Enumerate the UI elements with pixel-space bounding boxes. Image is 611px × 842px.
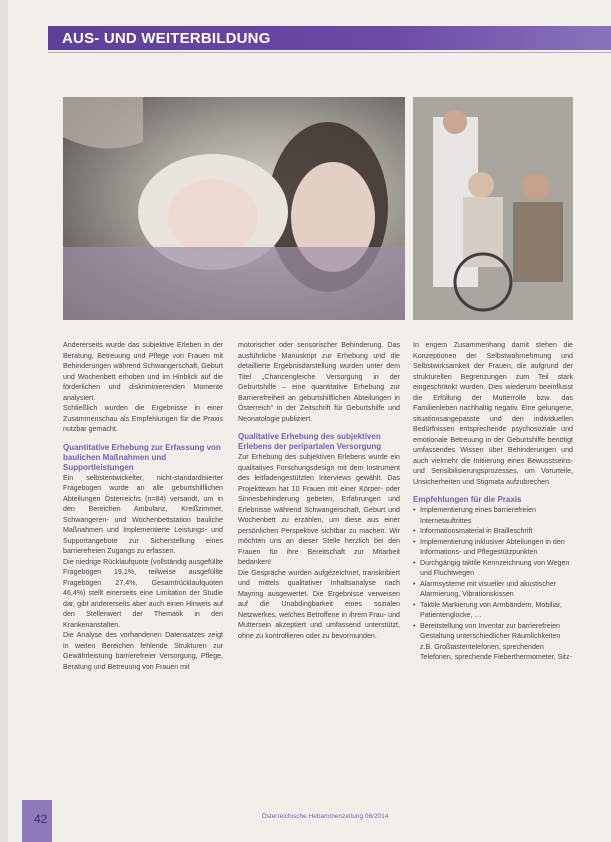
list-item: • Durchgängig taktile Kennzeichnung von Wegen und Fluchtwegen xyxy=(413,558,573,579)
paragraph: Zur Erhebung des subjektiven Erlebens wurde ein qualitatives Forschungsdesign mit dem Instrument des leitfadengestützten Interviews gewählt. Das Projektteam hat 10 Frauen mit einer Körper- oder Sinnesbehinderung gebeten, Erfahrungen und Erlebnisse während Schwangerschaft, Geburt und Wochenbett zu erzählen, um diese aus einer persönlichen Perspektive sichtbar zu machen. Wir möchten uns an dieser Stelle herzlich bei den Frauen für ihre Bereitschaft zur Mitarbeit bedanken! xyxy=(238,453,400,566)
page-spine xyxy=(0,0,8,842)
paragraph: Ein selbstentwickelter, nicht-standardisierter Fragebogen wurde an alle geburtshilflichen Abteilungen Österreichs (n=84) versandt, um in den Bereichen Ambulanz, Kreißzimmer, Schwangeren- und Wochenbettstation bauliche Maßnahmen und Implementierte Leistungs- und Supportangebote zur Sicherstellung eines barrierefreien Zugangs zu erfassen. xyxy=(63,473,223,555)
header-divider xyxy=(48,52,611,53)
paragraph: motorischer oder sensorischer Behinderung. Das ausführliche Manuskript zur Erhebung und die detaillierte Ergebnisdarstellung wurden unter dem Titel „Chancengleiche Versorgung in der Geburtshilfe – eine quantitative Erhebung zur Barrierefreiheit an geburtshilflichen Abteilungen in Österreich“ in der Zeitschrift für Geburtshilfe und Neonatologie publiziert. xyxy=(238,341,400,423)
subheading: Empfehlungen für die Praxis xyxy=(413,495,522,504)
paragraph: Die niedrige Rücklaufquote (vollständig ausgefüllte Fragebögen 19,1%, teilweise ausgefüllte Fragebögen 27,4%, Gesamtrücklaufquoten 46,4%) stellt einerseits eine Limitation der Studie dar, gibt andererseits aber auch einen Hinweis auf den Stellenwert der Thematik in den Krankenanstalten. xyxy=(63,557,223,629)
paragraph: Die Gespräche wurden aufgezeichnet, transkribiert und mittels qualitativer Inhaltsanalyse nach Mayring ausgewertet. Die Ergebnisse verweisen auf die Unabdingbarkeit eines sozialen Netzwerkes, welches Betroffene in ihrem Frau- und Muttersein akzeptiert und umfassend unterstützt, ohne zu kontrollieren oder zu bevormunden. xyxy=(238,568,400,640)
journal-footer: Österreichische Hebammenzeitung 06/2014 xyxy=(261,813,389,820)
paragraph: Andererseits wurde das subjektive Erleben in der Beratung, Betreuung und Pflege von Frauen mit Behinderungen während Schwangerschaft, Geburt und Wochenbett erhoben und im Hinblick auf die förderlichen und diskriminierenden Momente analysiert. xyxy=(63,341,223,402)
list-item: • Informationsmaterial in Brailleschrift xyxy=(413,526,573,537)
paragraph: Schließlich wurden die Ergebnisse in einer Zusammenschau als Empfehlungen für die Praxis nutzbar gemacht. xyxy=(63,404,223,433)
recommendation-list xyxy=(413,505,573,663)
list-item: • Implementierung eines barrierefreien Internetauftrittes xyxy=(413,505,573,526)
photo-mother-baby-drawing xyxy=(63,97,405,320)
photo-mother-baby xyxy=(63,97,405,320)
section-title: AUS- UND WEITERBILDUNG xyxy=(62,30,271,47)
page-number: 42 xyxy=(34,812,48,826)
list-item: • Taktile Markierung von Armbändern, Mobiliar, Patientenglocke, … xyxy=(413,600,573,621)
paragraph: Die Analyse des vorhandenen Datensatzes zeigt in weiten Bereichen fehlende Strukturen zur Gewährleistung barrierefreier Versorgung, Pflege, Beratung und Betreuung von Frauen mit xyxy=(63,631,223,671)
text-column-1 xyxy=(63,340,223,672)
subheading: Qualitative Erhebung des subjektiven Erlebens der peripartalen Versorgung xyxy=(238,432,382,451)
photo-nurse-wheelchair-drawing xyxy=(413,97,573,320)
photo-nurse-wheelchair xyxy=(413,97,573,320)
list-item: • Implementierung inklusiver Abteilungen in den Informations- und Pflegestützpunkten xyxy=(413,537,573,558)
text-column-2 xyxy=(238,340,400,641)
text-column-3 xyxy=(413,340,573,663)
list-item: • Alarmsysteme mit visueller und akustischer Alarmierung, Vibrationskissen xyxy=(413,579,573,600)
paragraph: In engem Zusammenhang damit stehen die Konzeptionen der Selbstwahrnehmung und Selbstwirksamkeit der Frauen, die aufgrund der strukturellen Begrenzungen zum Teil stark eingeschränkt wurden. Dies wiederum beeinflusst die Erfüllung der Mutterrolle bzw. das Familienleben nachhaltig negativ. Eine gelungene, situationsangepasste und den individuellen Bedürfnissen entsprechende psychosoziale und emotionale Betreuung in der Geburtshilfe benötigt umfassendes Wissen über Behinderungen und auch vielmehr die Initiierung eines Bewusstseins- und Sensibilisierungsprozesses, um Vorurteile, Unsicherheiten und Stigmata aufzubrechen. xyxy=(413,341,573,486)
list-item: • Bereitstellung von Inventar zur barrierefreien Gestaltung unterschiedlicher Räumlichkeiten z.B. Großtastentelefonen, sprechenden Telefonen, sprechende Fieberthermometer, Sitz- xyxy=(413,621,573,663)
subheading: Quantitative Erhebung zur Erfassung von baulichen Maßnahmen und Supportleistungen xyxy=(63,442,221,472)
